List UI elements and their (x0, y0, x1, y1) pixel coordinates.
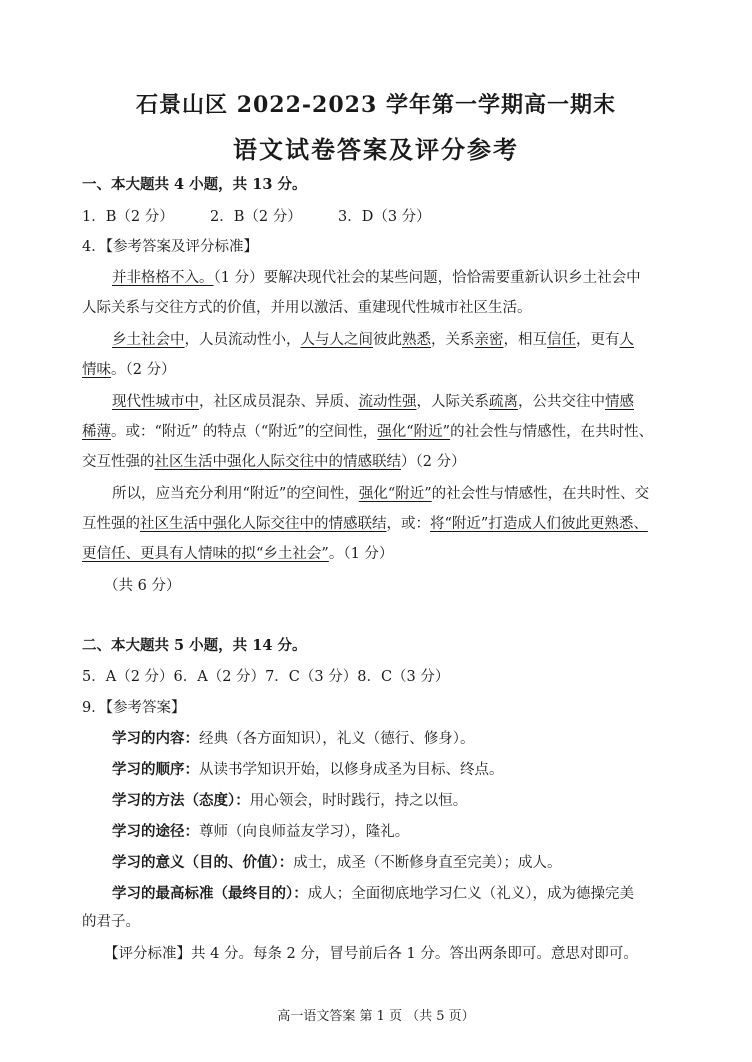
keypoint-underline: 强化“附近” (358, 486, 432, 502)
text-run: （1 分）要解决现代社会的某些问题，恰恰需要重新认识乡土社会中 (213, 270, 641, 286)
text-run: 的社会性与情感性，在共时性、交 (431, 486, 650, 502)
answer-q3: 3．D（3 分） (338, 209, 431, 225)
keypoint-underline: 现代性城市中 (112, 394, 199, 410)
q9-item (112, 884, 702, 904)
q4-paragraph4-line2 (82, 514, 702, 534)
text-run: ，人员流动性小， (184, 332, 301, 348)
text-run: ，社区成员混杂、异质、 (199, 394, 359, 410)
text-run: 。或：“附近” 的特点（“附近”的空间性， (111, 424, 378, 440)
q4-total: （共 6 分） (104, 578, 181, 594)
answer-q8: 8．C（3 分） (357, 669, 450, 685)
text-run: ，公共交往中 (518, 394, 605, 410)
answer-q5: 5．A（2 分） (82, 669, 174, 685)
keypoint-underline: 社区生活中强化人际交往中的情感联结 (154, 454, 401, 470)
text-run: 所以，应当充分利用“附近”的空间性， (112, 486, 359, 502)
keypoint-underline: 社区生活中强化人际交往中的情感联结 (140, 516, 387, 532)
keypoint-underline: 乡土社会中 (112, 332, 185, 348)
page-footer: 高一语文答案 第 1 页 （共 5 页） (277, 1009, 475, 1024)
text-run: ，更有 (576, 332, 620, 348)
text-run: 的社会性与情感性，在共时性、 (450, 424, 654, 440)
text-run: ，关系 (431, 332, 475, 348)
q9-item (112, 791, 702, 811)
keypoint-underline: 信任 (547, 332, 576, 348)
keypoint-underline: 更信任、更具有人情味的拟“乡土社会” (82, 546, 329, 562)
q9-item (112, 853, 702, 873)
keypoint-underline: 疏离 (489, 394, 518, 410)
keypoint-underline: 稀薄 (82, 424, 111, 440)
q4-paragraph2-line1 (112, 330, 702, 350)
keypoint-underline: 强化“附近” (377, 424, 451, 440)
keypoint-underline: 流动性强 (358, 394, 417, 410)
item-label: 学习的最高标准（最终目的）： (112, 885, 308, 902)
q4-paragraph4-line3 (82, 544, 702, 564)
text-run: ，人际关系 (416, 394, 489, 410)
item-text: 尊师（向良师益友学习），隆礼。 (199, 824, 410, 840)
keypoint-underline: 情味 (82, 362, 111, 378)
answer-q6: 6．A（2 分） (173, 669, 266, 685)
keypoint-underline: 人 (619, 332, 634, 348)
keypoint-underline: 人与人之间 (300, 332, 373, 348)
answer-q1: 1．B（2 分） (82, 209, 174, 225)
keypoint-underline: 并非格格不入。 (112, 270, 214, 286)
item-label: 学习的意义（目的、价值）： (112, 854, 294, 871)
item-label: 学习的途径： (112, 823, 199, 840)
q4-paragraph2-line2 (82, 360, 702, 380)
section1-heading: 一、本大题共 4 小题，共 13 分。 (82, 176, 307, 193)
answer-q2: 2．B（2 分） (210, 209, 302, 225)
keypoint-underline: 熟悉 (402, 332, 431, 348)
item-text: 成人；全面彻底地学习仁义（礼义），成为德操完美 (307, 886, 634, 902)
text-run: 互性强的 (82, 516, 140, 532)
item-text: 经典（各方面知识），礼义（德行、修身）。 (199, 731, 475, 747)
text-run: 。（2 分） (111, 362, 176, 378)
item-text: 成士，成圣（不断修身直至完美）；成人。 (293, 855, 562, 871)
text-run: ，或： (386, 516, 430, 532)
keypoint-underline: 亲密 (474, 332, 504, 348)
item-label: 学习的内容： (112, 730, 199, 747)
q9-item (112, 822, 702, 842)
q4-paragraph1-line1 (112, 268, 702, 288)
q9-item (112, 760, 702, 780)
q4-paragraph3-line1 (112, 392, 702, 412)
q4-paragraph3-line2 (82, 422, 702, 442)
answer-q7: 7．C（3 分） (265, 669, 358, 685)
section2-heading: 二、本大题共 5 小题，共 14 分。 (82, 637, 307, 654)
item-label: 学习的方法（态度）： (112, 792, 250, 809)
exam-title: 石景山区 2022-2023 学年第一学期高一期末 (136, 92, 616, 118)
keypoint-underline: 将“附近”打造成人们彼此更熟悉、 (430, 516, 648, 532)
section2-choices (82, 667, 702, 687)
text-run: ，相互 (503, 332, 547, 348)
text-run: 。（1 分） (328, 546, 394, 562)
q4-label: 4．【参考答案及评分标准】 (82, 239, 258, 255)
q9-item (112, 729, 702, 749)
q4-paragraph1-line2: 人际关系与交往方式的价值，并用以激活、重建现代性城市社区生活。 (82, 300, 532, 316)
q9-label: 9．【参考答案】 (82, 700, 186, 716)
q9-scoring-standard: 【评分标准】共 4 分。每条 2 分，冒号前后各 1 分。答出两条即可。意思对即可。 (104, 946, 638, 962)
q9-item-continuation: 的君子。 (82, 914, 140, 930)
exam-subtitle: 语文试卷答案及评分参考 (233, 135, 519, 164)
section1-choices (82, 207, 702, 227)
item-text: 从读书学知识开始，以修身成圣为目标、终点。 (199, 762, 504, 778)
text-run: 交互性强的 (82, 454, 155, 470)
keypoint-underline: 情感 (605, 394, 634, 410)
q4-paragraph4-line1 (112, 484, 702, 504)
item-label: 学习的顺序： (112, 761, 199, 778)
item-text: 用心领会，时时践行，持之以恒。 (249, 793, 468, 809)
q4-paragraph3-line3 (82, 452, 702, 472)
text-run: 彼此 (373, 332, 402, 348)
text-run: ）（2 分） (401, 454, 466, 470)
